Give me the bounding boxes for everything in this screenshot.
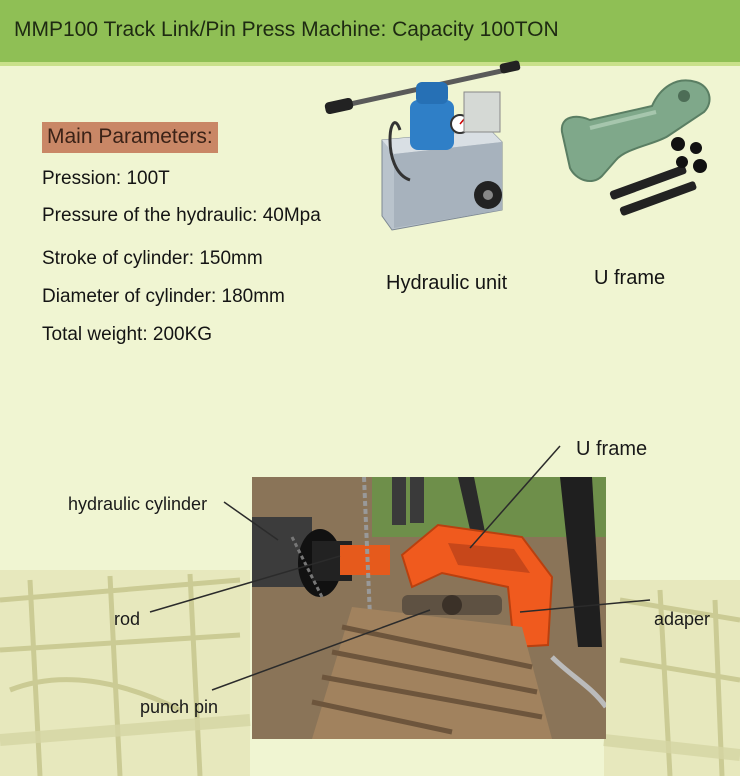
param-pression: Pression: 100T bbox=[42, 168, 170, 189]
label-adaper: adaper bbox=[654, 609, 711, 629]
parameters-heading: Main Parameters: bbox=[42, 122, 218, 153]
label-punch-pin: punch pin bbox=[140, 697, 219, 717]
label-u-frame: U frame bbox=[576, 438, 648, 460]
hydraulic-unit-illustration bbox=[320, 60, 525, 240]
machine-photo bbox=[252, 477, 606, 739]
caption-hydraulic-unit: Hydraulic unit bbox=[386, 272, 508, 294]
u-frame-illustration bbox=[556, 76, 716, 218]
header-bar bbox=[0, 0, 740, 66]
label-hydraulic-cylinder: hydraulic cylinder bbox=[68, 494, 208, 514]
param-hydraulic-pressure: Pressure of the hydraulic: 40Mpa bbox=[42, 205, 321, 226]
param-diameter: Diameter of cylinder: 180mm bbox=[42, 286, 285, 307]
param-total-weight: Total weight: 200KG bbox=[42, 324, 213, 345]
page-title: MMP100 Track Link/Pin Press Machine: Capacity 100TON bbox=[14, 18, 559, 41]
caption-u-frame: U frame bbox=[594, 267, 666, 289]
param-stroke: Stroke of cylinder: 150mm bbox=[42, 248, 263, 269]
label-rod: rod bbox=[114, 609, 141, 629]
